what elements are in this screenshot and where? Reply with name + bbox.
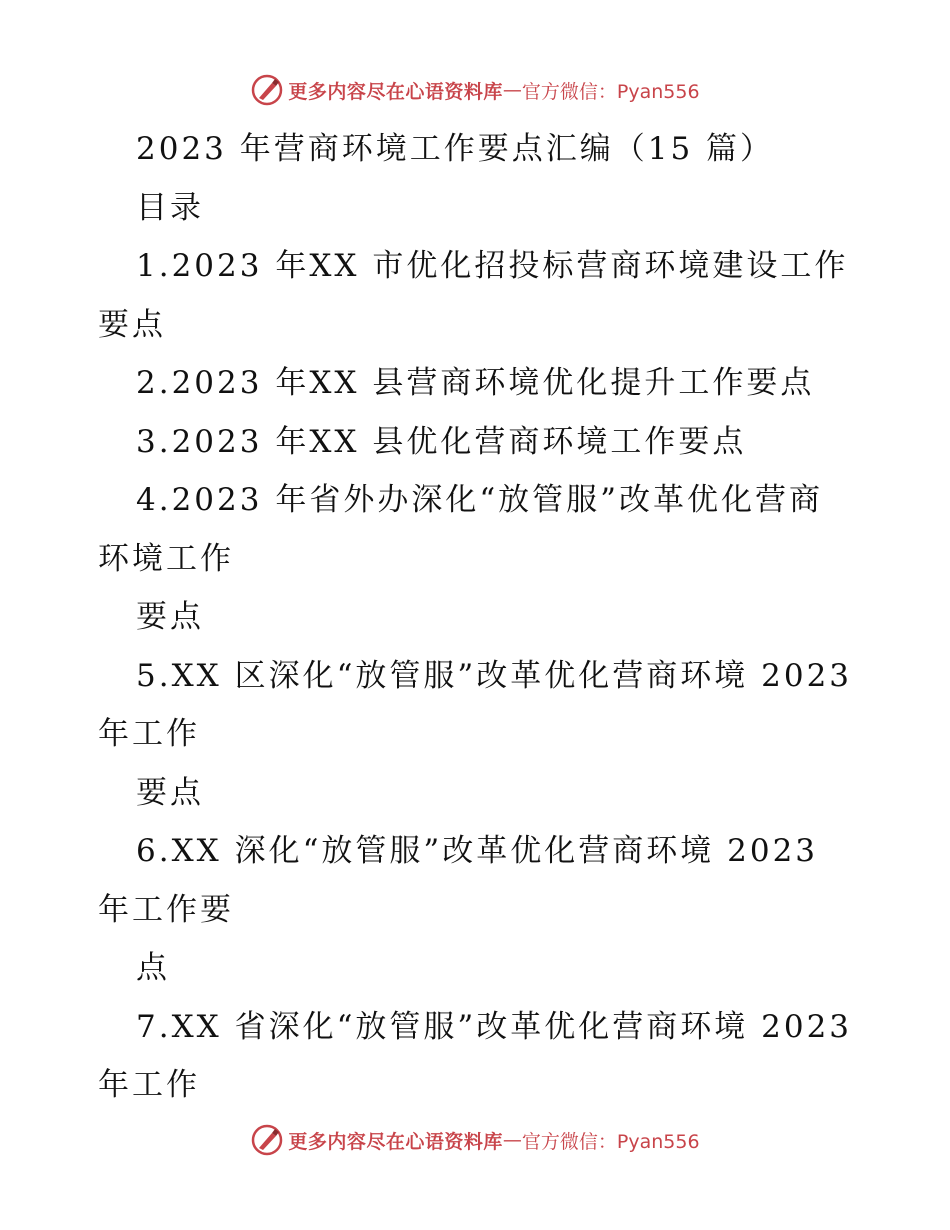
- toc-item-5: 5.XX 区深化“放管服”改革优化营商环境 2023: [136, 657, 853, 694]
- watermark-dash: —: [502, 1129, 522, 1151]
- toc-item-1: 1.2023 年XX 市优化招投标营商环境建设工作: [136, 248, 849, 284]
- toc-item-4: 4.2023 年省外办深化“放管服”改革优化营商: [136, 482, 824, 518]
- toc-item-3: 3.2023 年XX 县优化营商环境工作要点: [136, 423, 747, 460]
- toc-item-5-cont: 年工作: [98, 716, 200, 752]
- toc-item-6-cont2: 点: [136, 950, 170, 986]
- toc-item-6: 6.XX 深化“放管服”改革优化营商环境 2023: [136, 833, 819, 869]
- toc-item-7: 7.XX 省深化“放管服”改革优化营商环境 2023: [136, 1008, 853, 1045]
- toc-item-4-cont2: 要点: [136, 599, 204, 635]
- toc-item-6-cont: 年工作要: [98, 891, 234, 928]
- pen-circle-logo-icon: [250, 73, 284, 107]
- toc-item-1-cont: 要点: [98, 306, 166, 343]
- toc-item-7-cont: 年工作: [98, 1067, 200, 1103]
- document-body: [98, 120, 888, 1115]
- toc-item-2: 2.2023 年XX 县营商环境优化提升工作要点: [136, 365, 815, 401]
- toc-heading: 目录: [136, 189, 204, 226]
- toc-item-4-cont: 环境工作: [98, 540, 234, 577]
- toc-item-5-cont2: 要点: [136, 774, 204, 811]
- footer-watermark: [0, 1120, 950, 1160]
- watermark-text: 更多内容尽在心语资料库: [288, 80, 503, 103]
- watermark-text: 更多内容尽在心语资料库: [288, 1130, 503, 1153]
- header-watermark: [0, 70, 950, 110]
- watermark-dash: —: [502, 79, 522, 101]
- watermark-suffix: 官方微信：Pyan556: [521, 80, 700, 103]
- watermark-suffix: 官方微信：Pyan556: [521, 1130, 700, 1153]
- pen-circle-logo-icon: [250, 1123, 284, 1157]
- document-title: 2023 年营商环境工作要点汇编（15 篇）: [136, 131, 775, 167]
